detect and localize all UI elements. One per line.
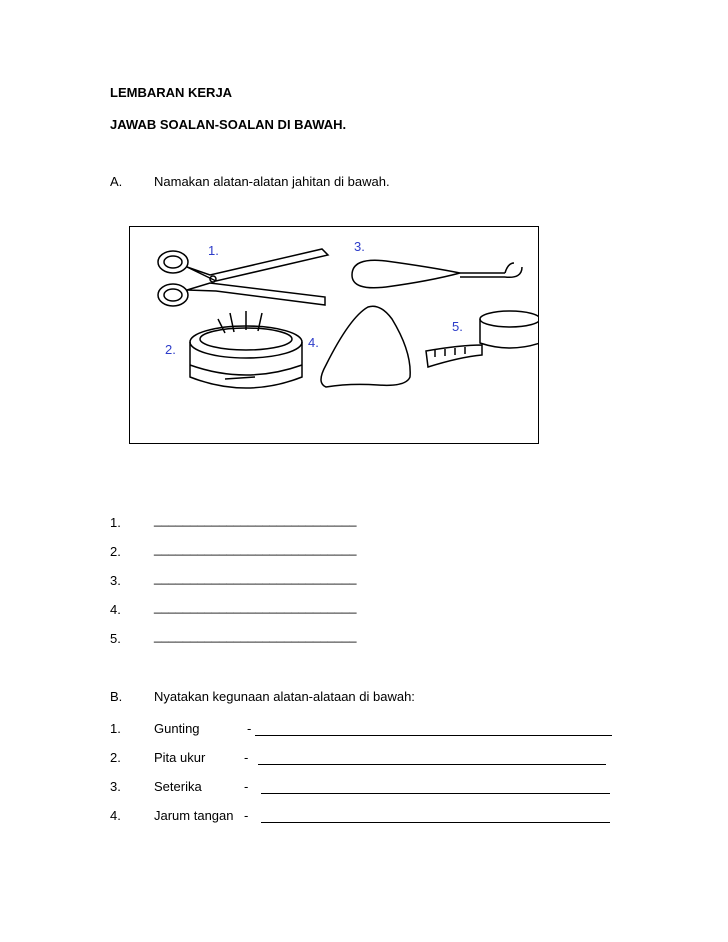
figure-label-2: 2.: [165, 342, 176, 357]
item-b-1-dash: -: [247, 721, 252, 736]
item-b-2-answer-line[interactable]: [258, 764, 606, 765]
answer-a-1-number: 1.: [110, 515, 121, 530]
item-b-2-tool: Pita ukur: [154, 750, 206, 765]
sewing-tools-figure: [129, 226, 539, 444]
section-b-prompt: Nyatakan kegunaan alatan-alataan di bawah:: [154, 689, 415, 704]
answer-a-2-number: 2.: [110, 544, 121, 559]
pincushion-icon: [190, 311, 302, 388]
worksheet-title: LEMBARAN KERJA: [110, 85, 233, 100]
item-b-3-tool: Seterika: [154, 779, 202, 794]
item-b-2-number: 2.: [110, 750, 121, 765]
figure-label-3: 3.: [354, 239, 365, 254]
worksheet-instruction: JAWAB SOALAN-SOALAN DI BAWAH.: [110, 117, 347, 132]
item-b-3-number: 3.: [110, 779, 121, 794]
answer-a-1-line[interactable]: ____________________________: [154, 512, 357, 527]
answer-a-5-number: 5.: [110, 631, 121, 646]
measuring-tape-icon: [426, 311, 538, 367]
figure-label-4: 4.: [308, 335, 319, 350]
item-b-1-tool: Gunting: [154, 721, 200, 736]
figure-label-5: 5.: [452, 319, 463, 334]
answer-a-3-line[interactable]: ____________________________: [154, 570, 357, 585]
section-b-label: B.: [110, 689, 123, 704]
figure-label-1: 1.: [208, 243, 219, 258]
section-a-label: A.: [110, 174, 123, 189]
answer-a-4-line[interactable]: ____________________________: [154, 599, 357, 614]
item-b-4-number: 4.: [110, 808, 121, 823]
seam-ripper-icon: [352, 260, 522, 288]
answer-a-4-number: 4.: [110, 602, 121, 617]
item-b-4-dash: -: [244, 808, 249, 823]
answer-a-5-line[interactable]: ____________________________: [154, 628, 357, 643]
item-b-1-answer-line[interactable]: [255, 735, 612, 736]
item-b-2-dash: -: [244, 750, 249, 765]
answer-a-2-line[interactable]: ____________________________: [154, 541, 357, 556]
scissors-icon: [158, 249, 328, 306]
item-b-1-number: 1.: [110, 721, 121, 736]
item-b-4-tool: Jarum tangan: [154, 808, 234, 823]
item-b-4-answer-line[interactable]: [261, 822, 610, 823]
tailor-chalk-icon: [321, 306, 410, 387]
section-a-prompt: Namakan alatan-alatan jahitan di bawah.: [154, 174, 390, 189]
item-b-3-dash: -: [244, 779, 249, 794]
item-b-3-answer-line[interactable]: [261, 793, 610, 794]
answer-a-3-number: 3.: [110, 573, 121, 588]
